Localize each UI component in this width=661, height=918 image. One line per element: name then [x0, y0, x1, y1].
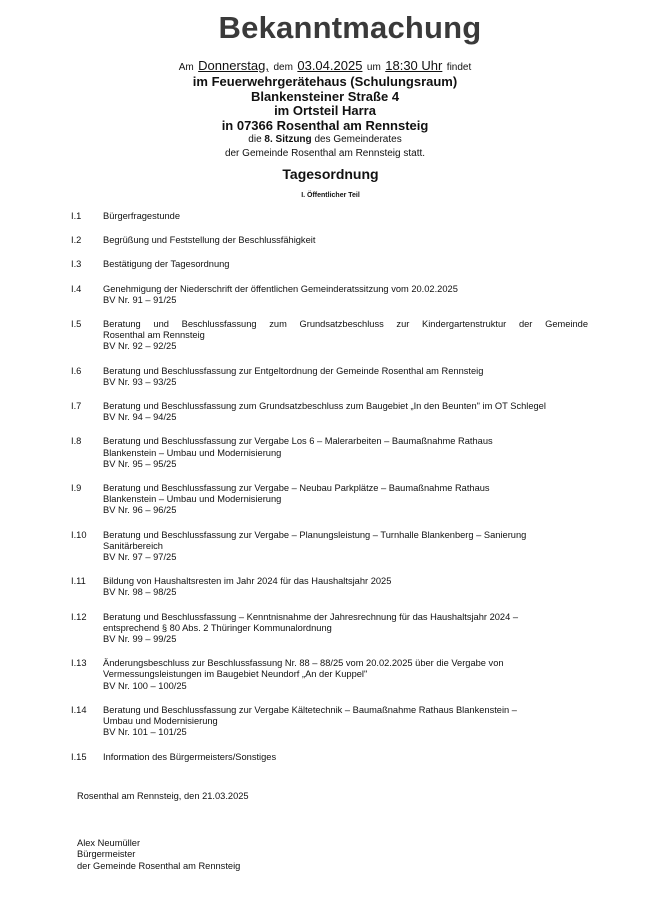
agenda-item: [71, 530, 588, 564]
agenda-item-number: I.13: [71, 658, 87, 669]
agenda-item-text: [103, 752, 588, 763]
agenda-item-text: [103, 366, 588, 388]
agenda-item-text: [103, 612, 588, 646]
agenda-item-number: I.9: [71, 483, 82, 494]
agenda-item-number: I.7: [71, 401, 82, 412]
agenda-item: [71, 211, 588, 222]
resolution-number: BV Nr. 97 – 97/25: [103, 552, 177, 563]
agenda-item-line: Bestätigung der Tagesordnung: [103, 259, 230, 270]
agenda-item-text: [103, 235, 588, 246]
agenda-item-line: Änderungsbeschluss zur Beschlussfassung Nr. 88 – 88/25 vom 20.02.2025 über die Vergabe von: [103, 658, 504, 669]
agenda-item-text: [103, 211, 588, 222]
resolution-number: BV Nr. 95 – 95/25: [103, 458, 177, 469]
agenda-item-line: Bürgerfragestunde: [103, 211, 181, 221]
intro-findet: findet: [446, 62, 472, 73]
meeting-datetime-line: [0, 59, 650, 75]
agenda-item-line: Beratung und Beschlussfassung zum Grundsatzbeschluss zum Baugebiet „In den Beunten" im OT Schlegel: [103, 401, 546, 412]
agenda-item: [71, 752, 588, 763]
agenda-item-text: [103, 483, 588, 517]
agenda-item-number: I.1: [71, 211, 82, 221]
agenda-item-number: I.14: [71, 704, 87, 715]
agenda-item-line: Beratung und Beschlussfassung zur Vergabe Los 6 – Malerarbeiten – Baumaßnahme Rathaus: [103, 436, 493, 447]
resolution-number: BV Nr. 92 – 92/25: [103, 341, 177, 352]
meeting-weekday: Donnerstag,: [198, 58, 269, 73]
session-line: [0, 133, 650, 147]
agenda-item-text: [103, 705, 588, 739]
signatory-org: der Gemeinde Rosenthal am Rennsteig: [77, 860, 241, 871]
resolution-number: BV Nr. 91 – 91/25: [103, 294, 177, 305]
resolution-number: BV Nr. 99 – 99/25: [103, 634, 177, 645]
meeting-intro: [0, 59, 650, 162]
agenda-item-line: Blankenstein – Umbau und Modernisierung: [103, 447, 282, 458]
agenda-item: [71, 235, 588, 246]
signatory-role: Bürgermeister: [77, 849, 136, 860]
agenda-item-line: Genehmigung der Niederschrift der öffentlichen Gemeinderatssitzung vom 20.02.2025: [103, 283, 458, 294]
agenda-heading: Tagesordnung: [282, 166, 379, 182]
agenda-item-line: Beratung und Beschlussfassung zur Vergabe – Neubau Parkplätze – Baumaßnahme Rathaus: [103, 483, 490, 494]
agenda-item: [71, 576, 588, 598]
agenda-list: [71, 211, 588, 763]
resolution-number: BV Nr. 96 – 96/25: [103, 505, 177, 516]
agenda-item: [71, 284, 588, 306]
document-title: Bekanntmachung: [218, 10, 482, 45]
agenda-item-number: I.3: [71, 259, 82, 270]
agenda-item-line: Beratung und Beschlussfassung zur Vergabe Kältetechnik – Baumaßnahme Rathaus Blankenstein –: [103, 704, 517, 715]
agenda-item-number: I.12: [71, 611, 87, 622]
agenda-item-number: I.10: [71, 529, 87, 540]
location-line-4: in 07366 Rosenthal am Rennsteig: [221, 117, 429, 133]
agenda-item-number: I.8: [71, 436, 82, 447]
session-number: 8. Sitzung: [264, 134, 312, 146]
agenda-item: [71, 658, 588, 692]
agenda-item-number: I.5: [71, 319, 82, 330]
agenda-item-text: [103, 658, 588, 692]
agenda-item-text: [103, 530, 588, 564]
agenda-item: [71, 401, 588, 423]
agenda-item-number: I.15: [71, 751, 87, 762]
agenda-item-line: Blankenstein – Umbau und Modernisierung: [103, 494, 282, 505]
agenda-item-text: [103, 436, 588, 470]
agenda-item: [71, 436, 588, 470]
location-line-3: im Ortsteil Harra: [274, 103, 376, 119]
place-date: Rosenthal am Rennsteig, den 21.03.2025: [77, 791, 249, 801]
agenda-item: [71, 259, 588, 270]
closing-line: der Gemeinde Rosenthal am Rennsteig statt.: [224, 148, 426, 160]
agenda-item-line: Beratung und Beschlussfassung – Kenntnisnahme der Jahresrechnung für das Haushaltsjahr 2024 –: [103, 611, 519, 622]
session-suffix: des Gemeinderates: [314, 134, 402, 146]
agenda-item-text: [103, 576, 588, 598]
agenda-item-text: [103, 259, 588, 270]
meeting-time: 18:30 Uhr: [385, 58, 443, 73]
resolution-number: BV Nr. 101 – 101/25: [103, 727, 187, 738]
agenda-item-number: I.4: [71, 283, 82, 294]
agenda-item: [71, 483, 588, 517]
section-heading: I. Öffentlicher Teil: [301, 192, 360, 199]
signature-block: [77, 838, 240, 872]
agenda-item-text: [103, 401, 588, 423]
intro-am: Am: [178, 62, 194, 73]
agenda-item: [71, 705, 588, 739]
agenda-item-line: Bildung von Haushaltsresten im Jahr 2024 für das Haushaltsjahr 2025: [103, 576, 392, 587]
resolution-number: BV Nr. 98 – 98/25: [103, 587, 177, 598]
agenda-item-text: [103, 319, 588, 353]
agenda-item-line: Sanitärbereich: [103, 540, 163, 551]
agenda-item-line: Vermessungsleistungen im Baugebiet Neundorf „An der Kuppel": [103, 669, 368, 680]
agenda-item-line: Rosenthal am Rennsteig: [103, 330, 205, 341]
meeting-date: 03.04.2025: [297, 58, 363, 73]
agenda-item-line: Beratung und Beschlussfassung zur Entgeltordnung der Gemeinde Rosenthal am Rennsteig: [103, 365, 484, 376]
agenda-item-text: [103, 284, 588, 306]
agenda-item-line: Information des Bürgermeisters/Sonstiges: [103, 751, 277, 762]
resolution-number: BV Nr. 93 – 93/25: [103, 376, 177, 387]
agenda-item: [71, 366, 588, 388]
session-prefix: die: [248, 134, 262, 146]
intro-um: um: [366, 62, 381, 73]
agenda-item-line: entsprechend § 80 Abs. 2 Thüringer Kommunalordnung: [103, 622, 332, 633]
agenda-item-line: Umbau und Modernisierung: [103, 716, 218, 727]
agenda-item-number: I.6: [71, 365, 82, 376]
intro-dem: dem: [273, 62, 293, 73]
resolution-number: BV Nr. 100 – 100/25: [103, 680, 187, 691]
agenda-item: [71, 319, 588, 353]
agenda-item-number: I.11: [71, 576, 86, 587]
signatory-name: Alex Neumüller: [77, 838, 141, 848]
location-line-1: im Feuerwehrgerätehaus (Schulungsraum): [192, 74, 458, 90]
location-line-2: Blankensteiner Straße 4: [250, 88, 400, 104]
agenda-item-line: Beratung und Beschlussfassung zur Vergabe – Planungsleistung – Turnhalle Blankenberg – Sanierung: [103, 529, 527, 540]
agenda-item: [71, 612, 588, 646]
agenda-item-number: I.2: [71, 235, 82, 246]
agenda-item-line: Begrüßung und Feststellung der Beschlussfähigkeit: [103, 235, 316, 246]
resolution-number: BV Nr. 94 – 94/25: [103, 412, 177, 423]
agenda-item-line: Beratung und Beschlussfassung zum Grundsatzbeschluss zur Kindergartenstruktur der Gemeinde: [103, 319, 588, 330]
